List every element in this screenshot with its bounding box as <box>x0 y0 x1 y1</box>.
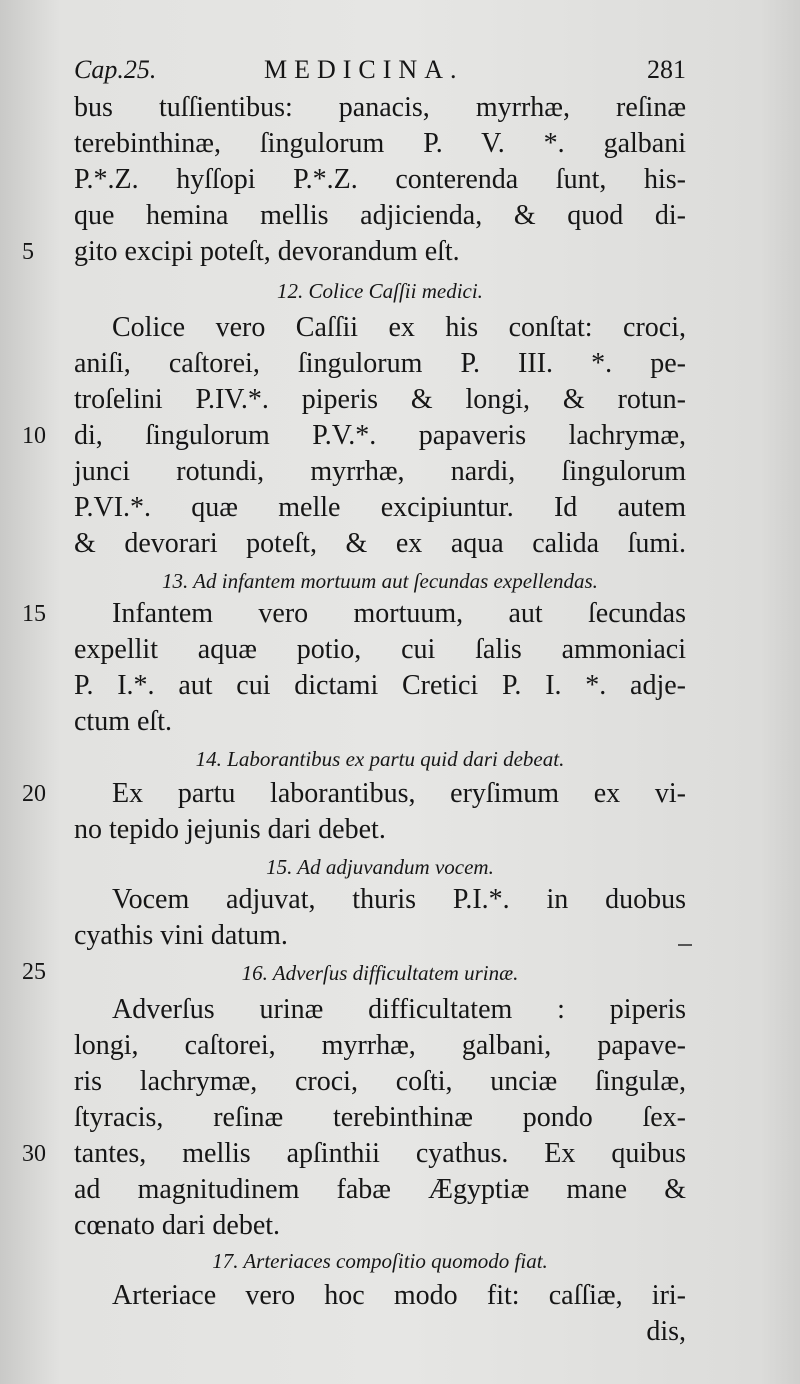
text-line: expellit aquæ potio, cui ſalis ammoniaci <box>74 634 686 665</box>
text-line: Adverſus urinæ difficultatem : piperis <box>112 994 686 1025</box>
section-heading: 13. Ad infantem mortuum aut ſecundas expellendas. <box>162 569 598 593</box>
text-line: bus tuſſientibus: panacis, myrrhæ, reſinæ <box>74 92 686 123</box>
text-line: P. I.*. aut cui dictami Cretici P. I. *. adje- <box>74 670 686 701</box>
text-line: & devorari poteſt, & ex aqua calida ſumi. <box>74 528 686 559</box>
line-number: 5 <box>22 239 34 265</box>
text-line: cœnato dari debet. <box>74 1210 281 1241</box>
catchword: dis, <box>646 1316 686 1347</box>
line-number: 15 <box>22 601 46 627</box>
text-line: gito excipi poteſt, devorandum eſt. <box>74 236 460 267</box>
text-line: junci rotundi, myrrhæ, nardi, ſingulorum <box>74 456 686 487</box>
section-heading: 15. Ad adjuvandum vocem. <box>266 855 494 879</box>
text-line: ctum eſt. <box>74 706 172 737</box>
text-line: longi, caſtorei, myrrhæ, galbani, papave- <box>74 1030 686 1061</box>
text-line: Ex partu laborantibus, eryſimum ex vi- <box>112 778 686 809</box>
text-line: que hemina mellis adjicienda, & quod di- <box>74 200 686 231</box>
text-line: tantes, mellis apſinthii cyathus. Ex quibus <box>74 1138 686 1169</box>
text-line: terebinthinæ, ſingulorum P. V. *. galbani <box>74 128 686 159</box>
section-heading: 16. Adverſus difficultatem urinæ. <box>241 961 519 985</box>
line-number: 20 <box>22 781 46 807</box>
text-line: Arteriace vero hoc modo fit: caſſiæ, iri- <box>112 1280 686 1311</box>
chapter-label: Cap.25. <box>74 55 157 84</box>
margin-mark <box>678 944 692 946</box>
page-number: 281 <box>647 55 686 84</box>
text-line: aniſi, caſtorei, ſingulorum P. III. *. pe- <box>74 348 686 379</box>
text-line: Colice vero Caſſii ex his conſtat: croci, <box>112 312 686 343</box>
text-line: Infantem vero mortuum, aut ſecundas <box>112 598 686 629</box>
line-number: 30 <box>22 1141 46 1167</box>
text-line: ris lachrymæ, croci, coſti, unciæ ſingulæ, <box>74 1066 686 1097</box>
text-line: no tepido jejunis dari debet. <box>74 814 386 845</box>
line-number: 10 <box>22 423 46 449</box>
line-number: 25 <box>22 959 46 985</box>
text-line: cyathis vini datum. <box>74 920 288 951</box>
section-heading: 17. Arteriaces compoſitio quomodo fiat. <box>212 1249 548 1273</box>
running-title: MEDICINA. <box>264 55 464 84</box>
text-line: Vocem adjuvat, thuris P.I.*. in duobus <box>112 884 686 915</box>
text-line: troſelini P.IV.*. piperis & longi, & rotun- <box>74 384 686 415</box>
running-header <box>74 52 686 88</box>
text-line: P.*.Z. hyſſopi P.*.Z. conterenda ſunt, his- <box>74 164 686 195</box>
text-line: ad magnitudinem fabæ Ægyptiæ mane & <box>74 1174 686 1205</box>
text-line: ſtyracis, reſinæ terebinthinæ pondo ſex- <box>74 1102 686 1133</box>
text-line: di, ſingulorum P.V.*. papaveris lachrymæ, <box>74 420 686 451</box>
section-heading: 12. Colice Caſſii medici. <box>277 279 483 303</box>
text-line: P.VI.*. quæ melle excipiuntur. Id autem <box>74 492 686 523</box>
section-heading: 14. Laborantibus ex partu quid dari debeat. <box>195 747 565 771</box>
